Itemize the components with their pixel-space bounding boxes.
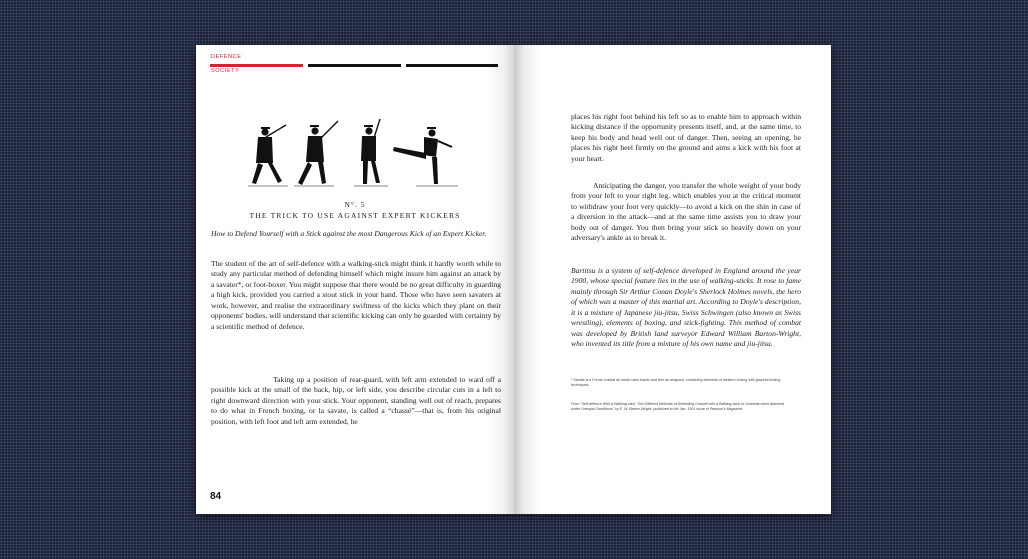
header-rule-red <box>210 64 303 67</box>
figure-defender-1 <box>248 125 288 186</box>
chapter-subtitle: How to Defend Yourself with a Stick against the most Dangerous Kick of an Expert Kicker. <box>211 229 487 238</box>
chapter-number: N°. 5 <box>344 200 366 209</box>
running-header-society: SOCIETY <box>211 68 240 74</box>
right-page <box>514 45 831 514</box>
body-paragraph: Anticipating the danger, you transfer the whole weight of your body from your left to your right leg, which enables you at the critical moment to withdraw your foot very quickly—to avoid a kick on the shin in case of a diversion in the attack—and at the same time assists you to draw your body out of danger. You then bring your stick so heavily down on your adversary's ankle as to break it. <box>571 181 801 243</box>
chapter-title: THE TRICK TO USE AGAINST EXPERT KICKERS <box>249 211 461 220</box>
footnote-savate: * Savate is a French martial art which uses hands and feet as weapons, containing elements of western boxing with graceful kicking techniques. <box>571 378 781 387</box>
running-header-defence: DEFENCE <box>211 54 242 60</box>
bartitsu-note: Bartitsu is a system of self-defence developed in England around the year 1900, whose special feature lies in the use of walking-sticks. It rose to fame mainly through Sir Arthur Conan Doyle's Sherlock Holmes novels, the hero of which was a master of this martial art. According to Doyle's description, it is a mixture of Japanese jiu-jitsu, Swiss Schwingen (also known as Swiss wrestling), elements of boxing, and stick-fighting. This method of combat was developed by British land surveyor Edward William Barton-Wright, who invented its title from a mixture of his own name and jiu-jitsu. <box>571 266 801 349</box>
body-paragraph: The student of the art of self-defence with a walking-stick might think it hardly worth while to study any particular method of defending himself which might insure him against an attack by a savater*, or foot-boxer. You might suppose that there would be no great difficulty in guarding a high kick, provided you carried a stout stick in your hand. Those who have seen savaters at work, however, and realise the extraordinary swiftness of the kicks which they plant on their opponents' bodies, will understand that scientific kicking can only be guarded with certainty by a scientific method of defence. <box>211 259 501 331</box>
header-rule-black <box>308 64 401 67</box>
book-spread <box>196 45 831 514</box>
figure-defender-2 <box>294 121 338 186</box>
body-paragraph: places his right foot behind his left so as to enable him to approach within kicking distance if the opportunity presents itself, and, at the same time, to keep his body and head well out of danger. Then, seeing an opening, he places his right heel firmly on the ground and aims a kick with his foot at your heart. <box>571 112 801 163</box>
header-rule-black <box>406 64 498 67</box>
source-credit: From “Self-defence With A Walking-stick: The Different Methods of Defending Oneself with a Walking-stick or Umbrella when Attacked under Unequal Conditions” by E. W. Barton-Wright, published in the Jan. 1901 issue of Pearson's Magazine. <box>571 402 784 411</box>
fencing-figures-illustration <box>248 117 468 189</box>
body-paragraph: Taking up a position of rear-guard, with left arm extended to ward off a possible kick at the small of the back, hip, or left side, you describe circular cuts in a left to right downward direction with your stick. Your opponent, standing well out of reach, prepares to do what in French boxing, or la savate, is called a “chassé”—that is, from his original position, with left foot and left arm extended, he <box>211 375 501 426</box>
figure-kicker <box>393 127 458 186</box>
figure-defender-3 <box>354 119 388 186</box>
page-number: 84 <box>210 491 222 502</box>
left-page <box>196 45 514 514</box>
